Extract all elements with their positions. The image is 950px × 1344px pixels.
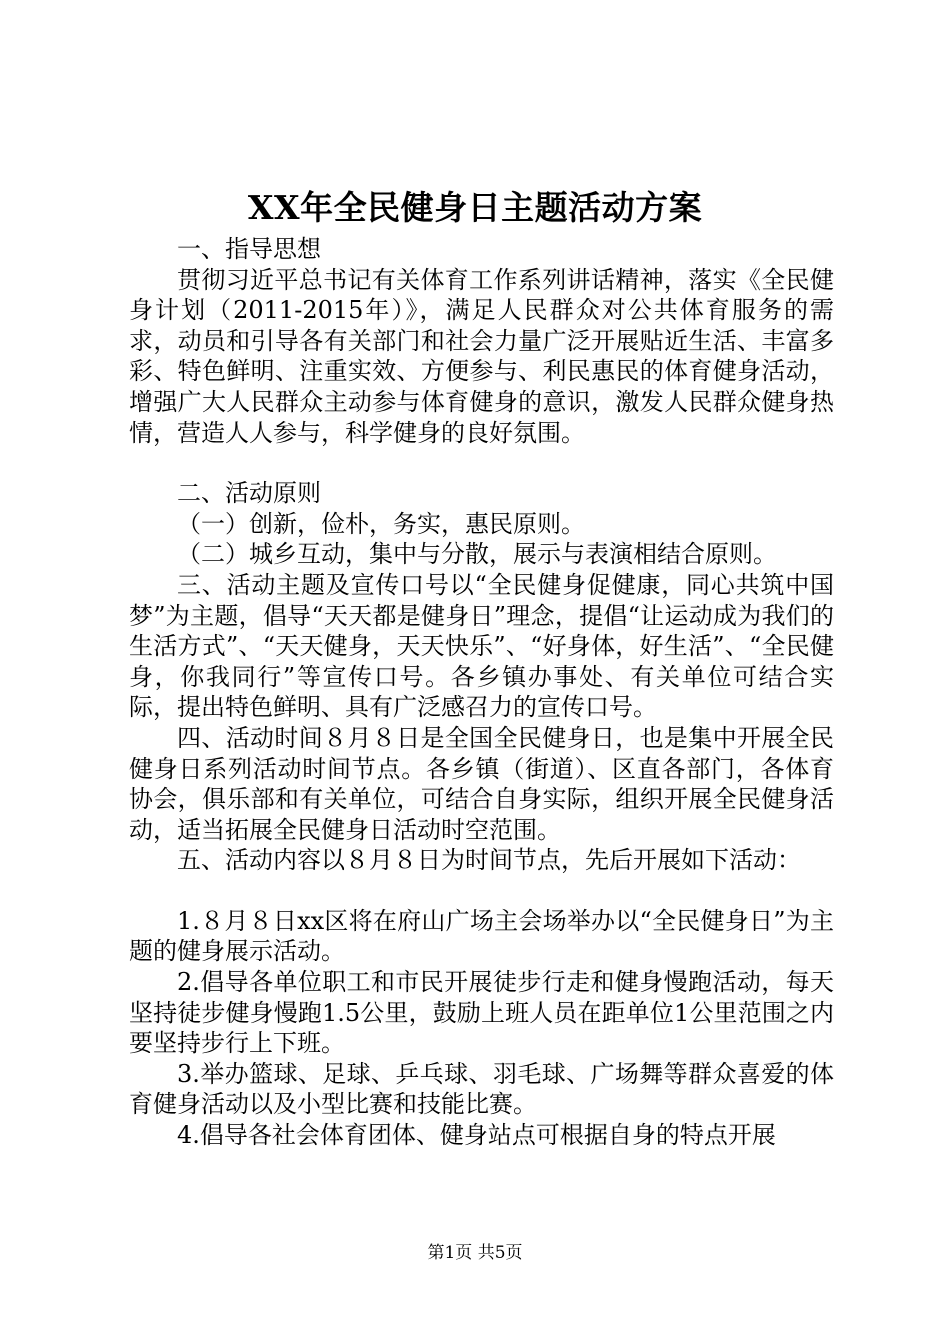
paragraph-guiding-ideology: 贯彻习近平总书记有关体育工作系列讲话精神，落实《全民健身计划（2011-2015年）》，满足人民群众对公共体育服务的需求，动员和引导各有关部门和社会力量广泛开展贴近生活、丰富多彩、特色鲜明、注重实效、方便参与、利民惠民的体育健身活动，增强广大人民群众主动参与体育健身的意识，激发人民群众健身热情，营造人人参与，科学健身的良好氛围。 xyxy=(129,265,834,447)
paragraph-principle-1: （一）创新，俭朴，务实，惠民原则。 xyxy=(177,509,585,538)
document-body xyxy=(129,234,834,1151)
section-heading-activity-principles: 二、活动原则 xyxy=(177,479,321,508)
section-heading-guiding-ideology: 一、指导思想 xyxy=(177,235,321,263)
list-item-2: 2.倡导各单位职工和市民开展徒步行走和健身慢跑活动，每天坚持徒步健身慢跑1.5公里，鼓励上班人员在距单位1公里范围之内要坚持步行上下班。 xyxy=(129,968,834,1058)
paragraph-activity-time: 四、活动时间８月８日是全国全民健身日，也是集中开展全民健身日系列活动时间节点。各乡镇（街道）、区直各部门，各体育协会，俱乐部和有关单位，可结合自身实际，组织开展全民健身活动，适当拓展全民健身日活动时空范围。 xyxy=(129,723,834,844)
paragraph-principle-2: （二）城乡互动，集中与分散，展示与表演相结合原则。 xyxy=(177,540,777,569)
paragraph-activity-content: 五、活动内容以８月８日为时间节点，先后开展如下活动： xyxy=(177,846,801,875)
page-footer: 第1页 共5页 xyxy=(427,1243,523,1263)
list-item-3: 3.举办篮球、足球、乒乓球、羽毛球、广场舞等群众喜爱的体育健身活动以及小型比赛和技能比赛。 xyxy=(129,1059,834,1119)
list-item-1: 1.８月８日xx区将在府山广场主会场举办以“全民健身日”为主题的健身展示活动。 xyxy=(129,906,834,966)
list-item-4: 4.倡导各社会体育团体、健身站点可根据自身的特点开展 xyxy=(177,1121,776,1150)
document-title: XX年全民健身日主题活动方案 xyxy=(247,188,703,227)
paragraph-activity-theme: 三、活动主题及宣传口号以“全民健身促健康，同心共筑中国梦”为主题，倡导“天天都是健身日”理念，提倡“让运动成为我们的生活方式”、“天天健身，天天快乐”、“好身体，好生活”、“全民健身，你我同行”等宣传口号。各乡镇办事处、有关单位可结合实际，提出特色鲜明、具有广泛感召力的宣传口号。 xyxy=(129,570,834,722)
